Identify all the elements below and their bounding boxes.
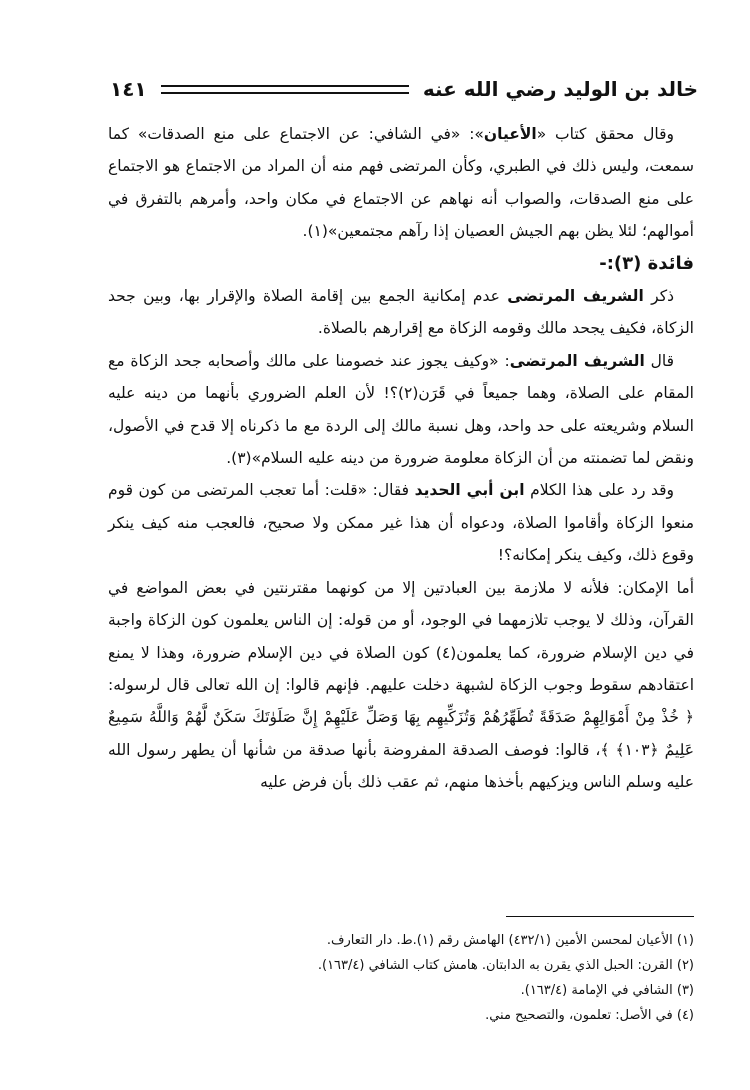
body-text xyxy=(108,118,694,799)
header-rule xyxy=(161,85,409,94)
footnote-1: (١) الأعيان لمحسن الأمين (٤٣٢/١) الهامش رقم (١).ط. دار التعارف. xyxy=(326,933,694,948)
footnote-2: (٢) القرن: الحبل الذي يقرن به الدابتان. هامش كتاب الشافي (١٦٣/٤). xyxy=(317,958,694,973)
section-heading: فائدة (٣):- xyxy=(599,252,694,274)
paragraph-2: ذكر الشريف المرتضى عدم إمكانية الجمع بين إقامة الصلاة والإقرار بها، وبين جحد الزكاة، فكيف يجحد مالك وقومه الزكاة مع إقرارهم بالصلاة. xyxy=(108,287,694,338)
page-number: ١٤١ xyxy=(110,77,147,101)
footnote-4: (٤) في الأصل: تعلمون، والتصحيح مني. xyxy=(485,1008,694,1023)
person-name: ابن أبي الحديد xyxy=(414,481,525,500)
footnotes xyxy=(108,928,694,1028)
running-title: خالد بن الوليد رضي الله عنه xyxy=(422,77,698,101)
footnote-3: (٣) الشافي في الإمامة (١٦٣/٤). xyxy=(520,983,694,998)
paragraph-5: أما الإمكان: فلأنه لا ملازمة بين العبادتين إلا من كونهما مقترنتين في بعض المواضع في القرآن، وذلك لا يوجب تلازمهما في الوجود، أو من قوله: إن الناس يعلمون كون الزكاة واجبة في دين الإسلام ضرورة، كما يعلمون(٤) كون الصلاة في دين الإسلام ضرورة، وهذا لا يمنع اعتقادهم سقوط وجوب الزكاة لشبهة دخلت عليهم. فإنهم قالوا: إن الله تعالى قال لرسوله: ﴿ خُذْ مِنْ أَمْوَالِهِمْ صَدَقَةً تُطَهِّرُهُمْ وَتُزَكِّيهِم بِهَا وَصَلِّ عَلَيْهِمْ إِنَّ صَلَوٰتَكَ سَكَنٌ لَّهُمْ وَاللَّهُ سَمِيعٌ عَلِيمٌ ﴿١٠٣﴾ ﴾، قالوا: فوصف الصدقة المفروضة بأنها صدقة من شأنها أن يطهر رسول الله عليه وسلم الناس ويزكيهم بأخذها منهم، ثم عقب ذلك بأن فرض عليه xyxy=(108,578,694,792)
person-name: الشريف المرتضى xyxy=(507,287,644,306)
paragraph-1: وقال محقق كتاب «الأعيان»: «في الشافي: عن الاجتماع على منع الصدقات» كما سمعت، وليس ذلك في الطبري، وكأن المرتضى فهم منه أن المراد من الاجتماع هو الاجتماع على منع الصدقات، والصواب أنه نهاهم عن الاجتماع في مكان واحد، وأمرهم بالتفرق في أموالهم؛ لئلا يظن بهم الجيش العصيان إذا رآهم مجتمعين»(١). xyxy=(108,125,694,241)
footnote-rule xyxy=(506,916,694,917)
paragraph-4: وقد رد على هذا الكلام ابن أبي الحديد فقال: «قلت: أما تعجب المرتضى من كون قوم منعوا الزكاة وأقاموا الصلاة، ودعواه أن هذا غير ممكن ولا صحيح، فالعجب منه كيف ينكر وقوع ذلك، وكيف ينكر إمكانه؟! xyxy=(108,481,694,565)
paragraph-3: قال الشريف المرتضى: «وكيف يجوز عند خصومنا على مالك وأصحابه جحد الزكاة مع المقام على الصلاة، وهما جميعاً في قَرَن(٢)؟! لأن العلم الضروري بأنهما من دينه عليه السلام وشريعته على حد واحد، وهل نسبة مالك إلى الردة مع ما ذكرناه إلا قدح في الأصول، ونقض لما تضمنته من أن الزكاة معلومة ضرورة من دينه عليه السلام»(٣). xyxy=(108,351,694,468)
quran-verse: ﴿ خُذْ مِنْ أَمْوَالِهِمْ صَدَقَةً تُطَهِّرُهُمْ وَتُزَكِّيهِم بِهَا وَصَلِّ عَلَيْهِمْ إِنَّ صَلَوٰتَكَ سَكَنٌ لَّهُمْ وَاللَّهُ سَمِيعٌ عَلِيمٌ ﴿١٠٣﴾ ﴾ xyxy=(108,708,694,759)
book-title: الأعيان xyxy=(483,125,537,143)
page-header xyxy=(110,72,698,106)
person-name: الشريف المرتضى xyxy=(509,351,645,370)
